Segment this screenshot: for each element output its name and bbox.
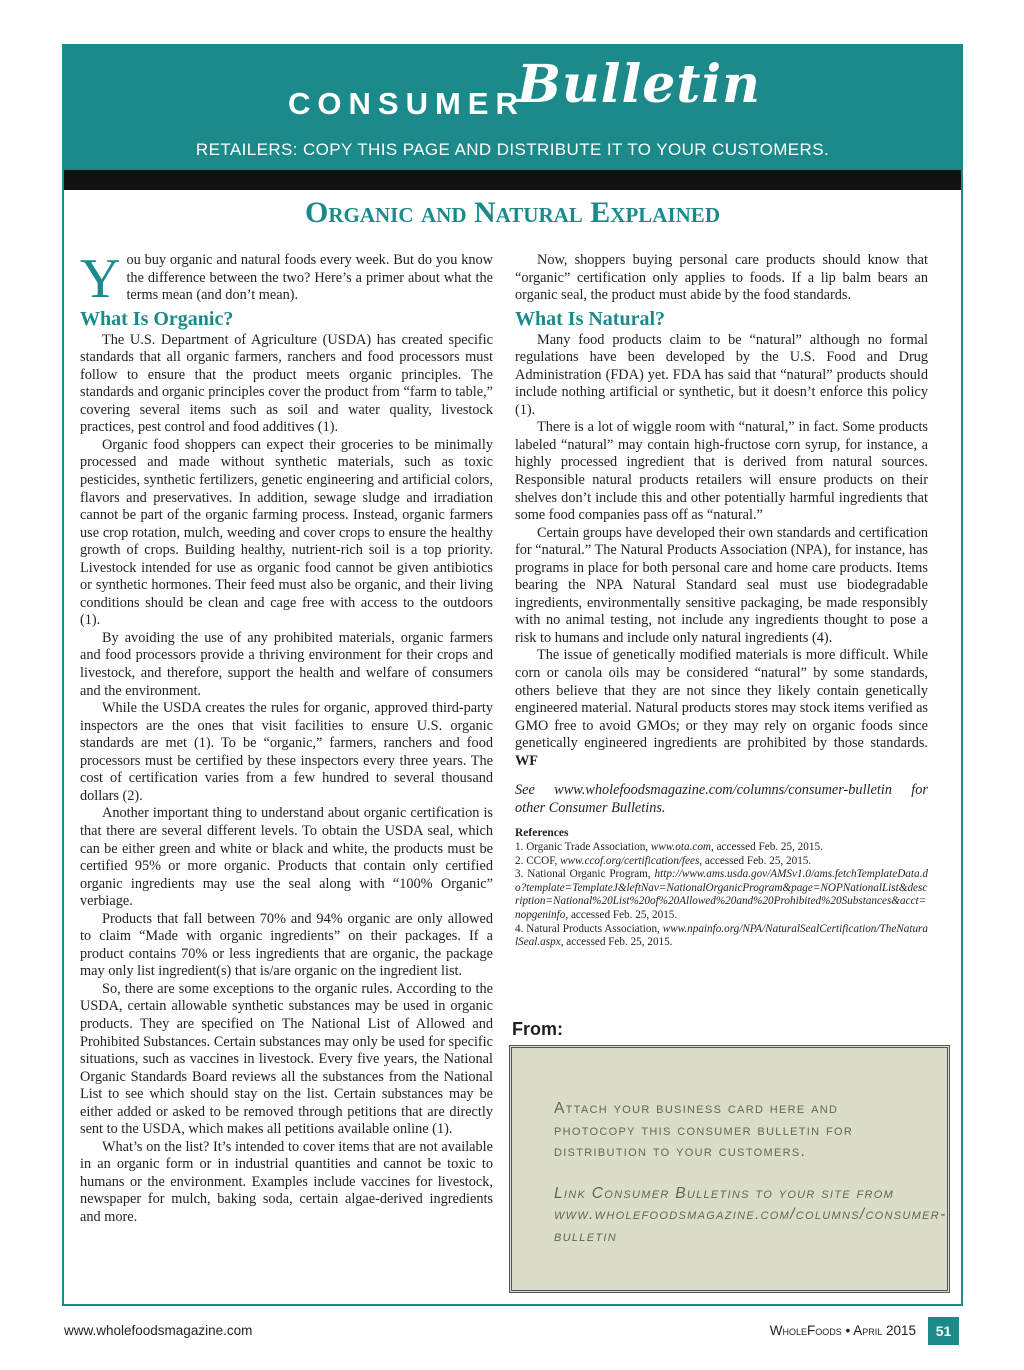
footer-url[interactable]: www.wholefoodsmagazine.com [64, 1323, 253, 1338]
reference-item: 3. National Organic Program, http://www.ams.usda.gov/AMSv1.0/ams.fetchTemplateData.do?template=TemplateJ&leftNav=NationalOrganicProgram&page=NOPNationalList&description=National%20List%20of%20Allowed%20and%20Prohibited%20Substances&acct=nopgeninfo, accessed Feb. 25, 2015. [515, 868, 928, 921]
references-heading: References [515, 827, 569, 840]
see-more-note: See www.wholefoodsmagazine.com/columns/consumer-bulletin for other Consumer Bulletins. [515, 782, 928, 816]
reference-link[interactable]: www.ccof.org/certification/fees [560, 854, 700, 867]
right-column [515, 252, 928, 950]
reference-link[interactable]: http://www.ams.usda.gov/AMSv1.0/ams.fetchTemplateData.do?template=TemplateJ&leftNav=NationalOrganicProgram&page=NOPNationalList&description=National%20List%20of%20Allowed%20and%20Prohibited%20Substances&acct=nopgeninfo [515, 868, 928, 921]
natural-paragraph: There is a lot of wiggle room with “natural,” in fact. Some products labeled “natural” may contain high-fructose corn syrup, for instance, a highly processed ingredient that is derived from natural sources. Responsible natural products retailers will ensure products on their shelves don’t include this and other potentially harmful ingredients that some food companies pass off as “natural.” [515, 419, 928, 524]
from-label: From: [512, 1019, 563, 1039]
business-card-area [509, 1045, 950, 1293]
banner-consumer: CONSUMER [288, 86, 525, 121]
attach-instruction: Attach your business card here and photocopy this consumer bulletin for distribution to your customers. [554, 1100, 854, 1160]
banner-bulletin: Bulletin [517, 54, 761, 115]
drop-cap: Y [80, 248, 121, 310]
natural-heading: What Is Natural? [515, 307, 666, 330]
intro-paragraph: You buy organic and natural foods every week. But do you know the difference between the two? Here’s a primer about what the terms mean (and don’t mean). [80, 248, 493, 310]
reference-link[interactable]: www.npainfo.org/NPA/NaturalSealCertification/TheNaturalSeal.aspx [515, 922, 928, 949]
left-column [80, 248, 493, 1227]
reference-item: 1. Organic Trade Association, www.ota.com, accessed Feb. 25, 2015. [515, 841, 823, 853]
organic-paragraph: Products that fall between 70% and 94% organic are only allowed to claim “Made with organic ingredients” on their packages. If a product contains 70% or less ingredients that are organic, the package may only list ingredient(s) that is/are organic on the ingredient list. [80, 910, 493, 980]
natural-paragraph: Many food products claim to be “natural” although no formal regulations have been developed by the U.S. Food and Drug Administration (FDA) yet. FDA has said that “natural” products should include nothing artificial or synthetic, but it doesn’t enforce this policy (1). [515, 331, 928, 418]
footer-magazine: WholeFoods • April 2015 [769, 1323, 916, 1338]
article-title: Organic and Natural Explained [305, 196, 720, 229]
organic-paragraph: Another important thing to understand about organic certification is that there are several different levels. To obtain the USDA seal, which can be either green and white or black and white, the products must be certified 95% or more organic. Products that contain only certified organic ingredients may use the seal along with “100% Organic” verbiage. [80, 805, 493, 910]
reference-item: 4. Natural Products Association, www.npainfo.org/NPA/NaturalSealCertification/TheNaturalSeal.aspx, accessed Feb. 25, 2015. [515, 922, 928, 949]
link-instruction[interactable]: Link Consumer Bulletins to your site from www.wholefoodsmagazine.com/columns/consumer-bulletin [554, 1184, 947, 1245]
banner-subtitle: RETAILERS: COPY THIS PAGE AND DISTRIBUTE IT TO YOUR CUSTOMERS. [195, 140, 830, 159]
personal-care-paragraph: Now, shoppers buying personal care products should know that “organic” certification only applies to foods. If a lip balm bears an organic seal, the product must abide by the food standards. [515, 252, 928, 304]
card-instructions [554, 1098, 947, 1267]
organic-paragraph: Organic food shoppers can expect their groceries to be minimally processed and made without synthetic materials, such as toxic pesticides, synthetic fertilizers, genetic engineering and artificial colors, flavors and preservatives. In addition, sewage sludge and irradiation cannot be part of the organic farming process. Instead, organic farmers use crop rotation, mulch, weeding and cover crops to ensure the healthy growth of crops. Building healthy, nutrient-rich soil is a top priority. Livestock intended for use as organic food cannot be given antibiotics or synthetic hormones. Their feed must also be organic, and their living conditions should be clean and cage free with access to the outdoors (1). [80, 436, 493, 629]
organic-paragraph: So, there are some exceptions to the organic rules. According to the USDA, certain allowable synthetic substances may be used in organic products. They are specified on The National List of Allowed and Prohibited Substances. Certain substances may only be used for specific situations, such as vaccines in livestock. Every five years, the National Organic Standards Board reviews all the substances from the National List to see which should stay on the list. Certain substances may be either added or asked to be removed through petitions that are directly sent to the USDA, which makes all petitions available online (1). [80, 980, 493, 1138]
reference-item: 2. CCOF, www.ccof.org/certification/fees, accessed Feb. 25, 2015. [515, 854, 812, 867]
organic-paragraph: By avoiding the use of any prohibited materials, organic farmers and food processors provide a thriving environment for their crops and livestock, and therefore, support the health and welfare of consumers and the environment. [80, 629, 493, 699]
end-mark: WF [515, 752, 539, 769]
organic-paragraph: The U.S. Department of Agriculture (USDA) has created specific standards that all organic farmers, ranchers and food processors must follow to ensure that the product meets organic principles. The standards and organic principles cover the product from “farm to table,” covering several items such as soil and water quality, livestock practices, pest control and food additives (1). [80, 331, 493, 436]
organic-paragraph: What’s on the list? It’s intended to cover items that are not available in an organic form or in industrial quantities and cannot be toxic to humans or the environment. Examples include vaccines for livestock, newspaper for mulch, baking soda, certain algae-derived ingredients and more. [80, 1138, 493, 1225]
page-number: 51 [928, 1317, 959, 1345]
natural-paragraph: Certain groups have developed their own standards and certification for “natural.” The Natural Products Association (NPA), for instance, has programs in place for both personal care and home care products. Items bearing the NPA Natural Standard seal must use biodegradable ingredients, environmentally sensitive packaging, be made responsibly with no animal testing, not include any ingredients thought to pose a risk to humans and include only natural ingredients (4). [515, 524, 928, 646]
gmo-paragraph: The issue of genetically modified materials is more difficult. While corn or canola oils may be considered “natural” by some standards, others believe that they are not since they likely contain genetically engineered material. Natural products stores may stock items verified as GMO free to avoid GMOs; or they may rely on organic foods since genetically engineered ingredients are prohibited by those standards. WF [515, 647, 928, 769]
organic-heading: What Is Organic? [80, 307, 234, 330]
banner-divider [64, 170, 961, 190]
references [515, 827, 928, 949]
organic-paragraph: While the USDA creates the rules for organic, approved third-party inspectors are the ones that visit facilities to ensure U.S. organic standards are met (1). To be “organic,” farmers, ranchers and food processors must be certified by these inspectors every three years. The cost of certification varies from a few hundred to several thousand dollars (2). [80, 700, 493, 804]
reference-link[interactable]: www.ota.com [650, 841, 711, 853]
